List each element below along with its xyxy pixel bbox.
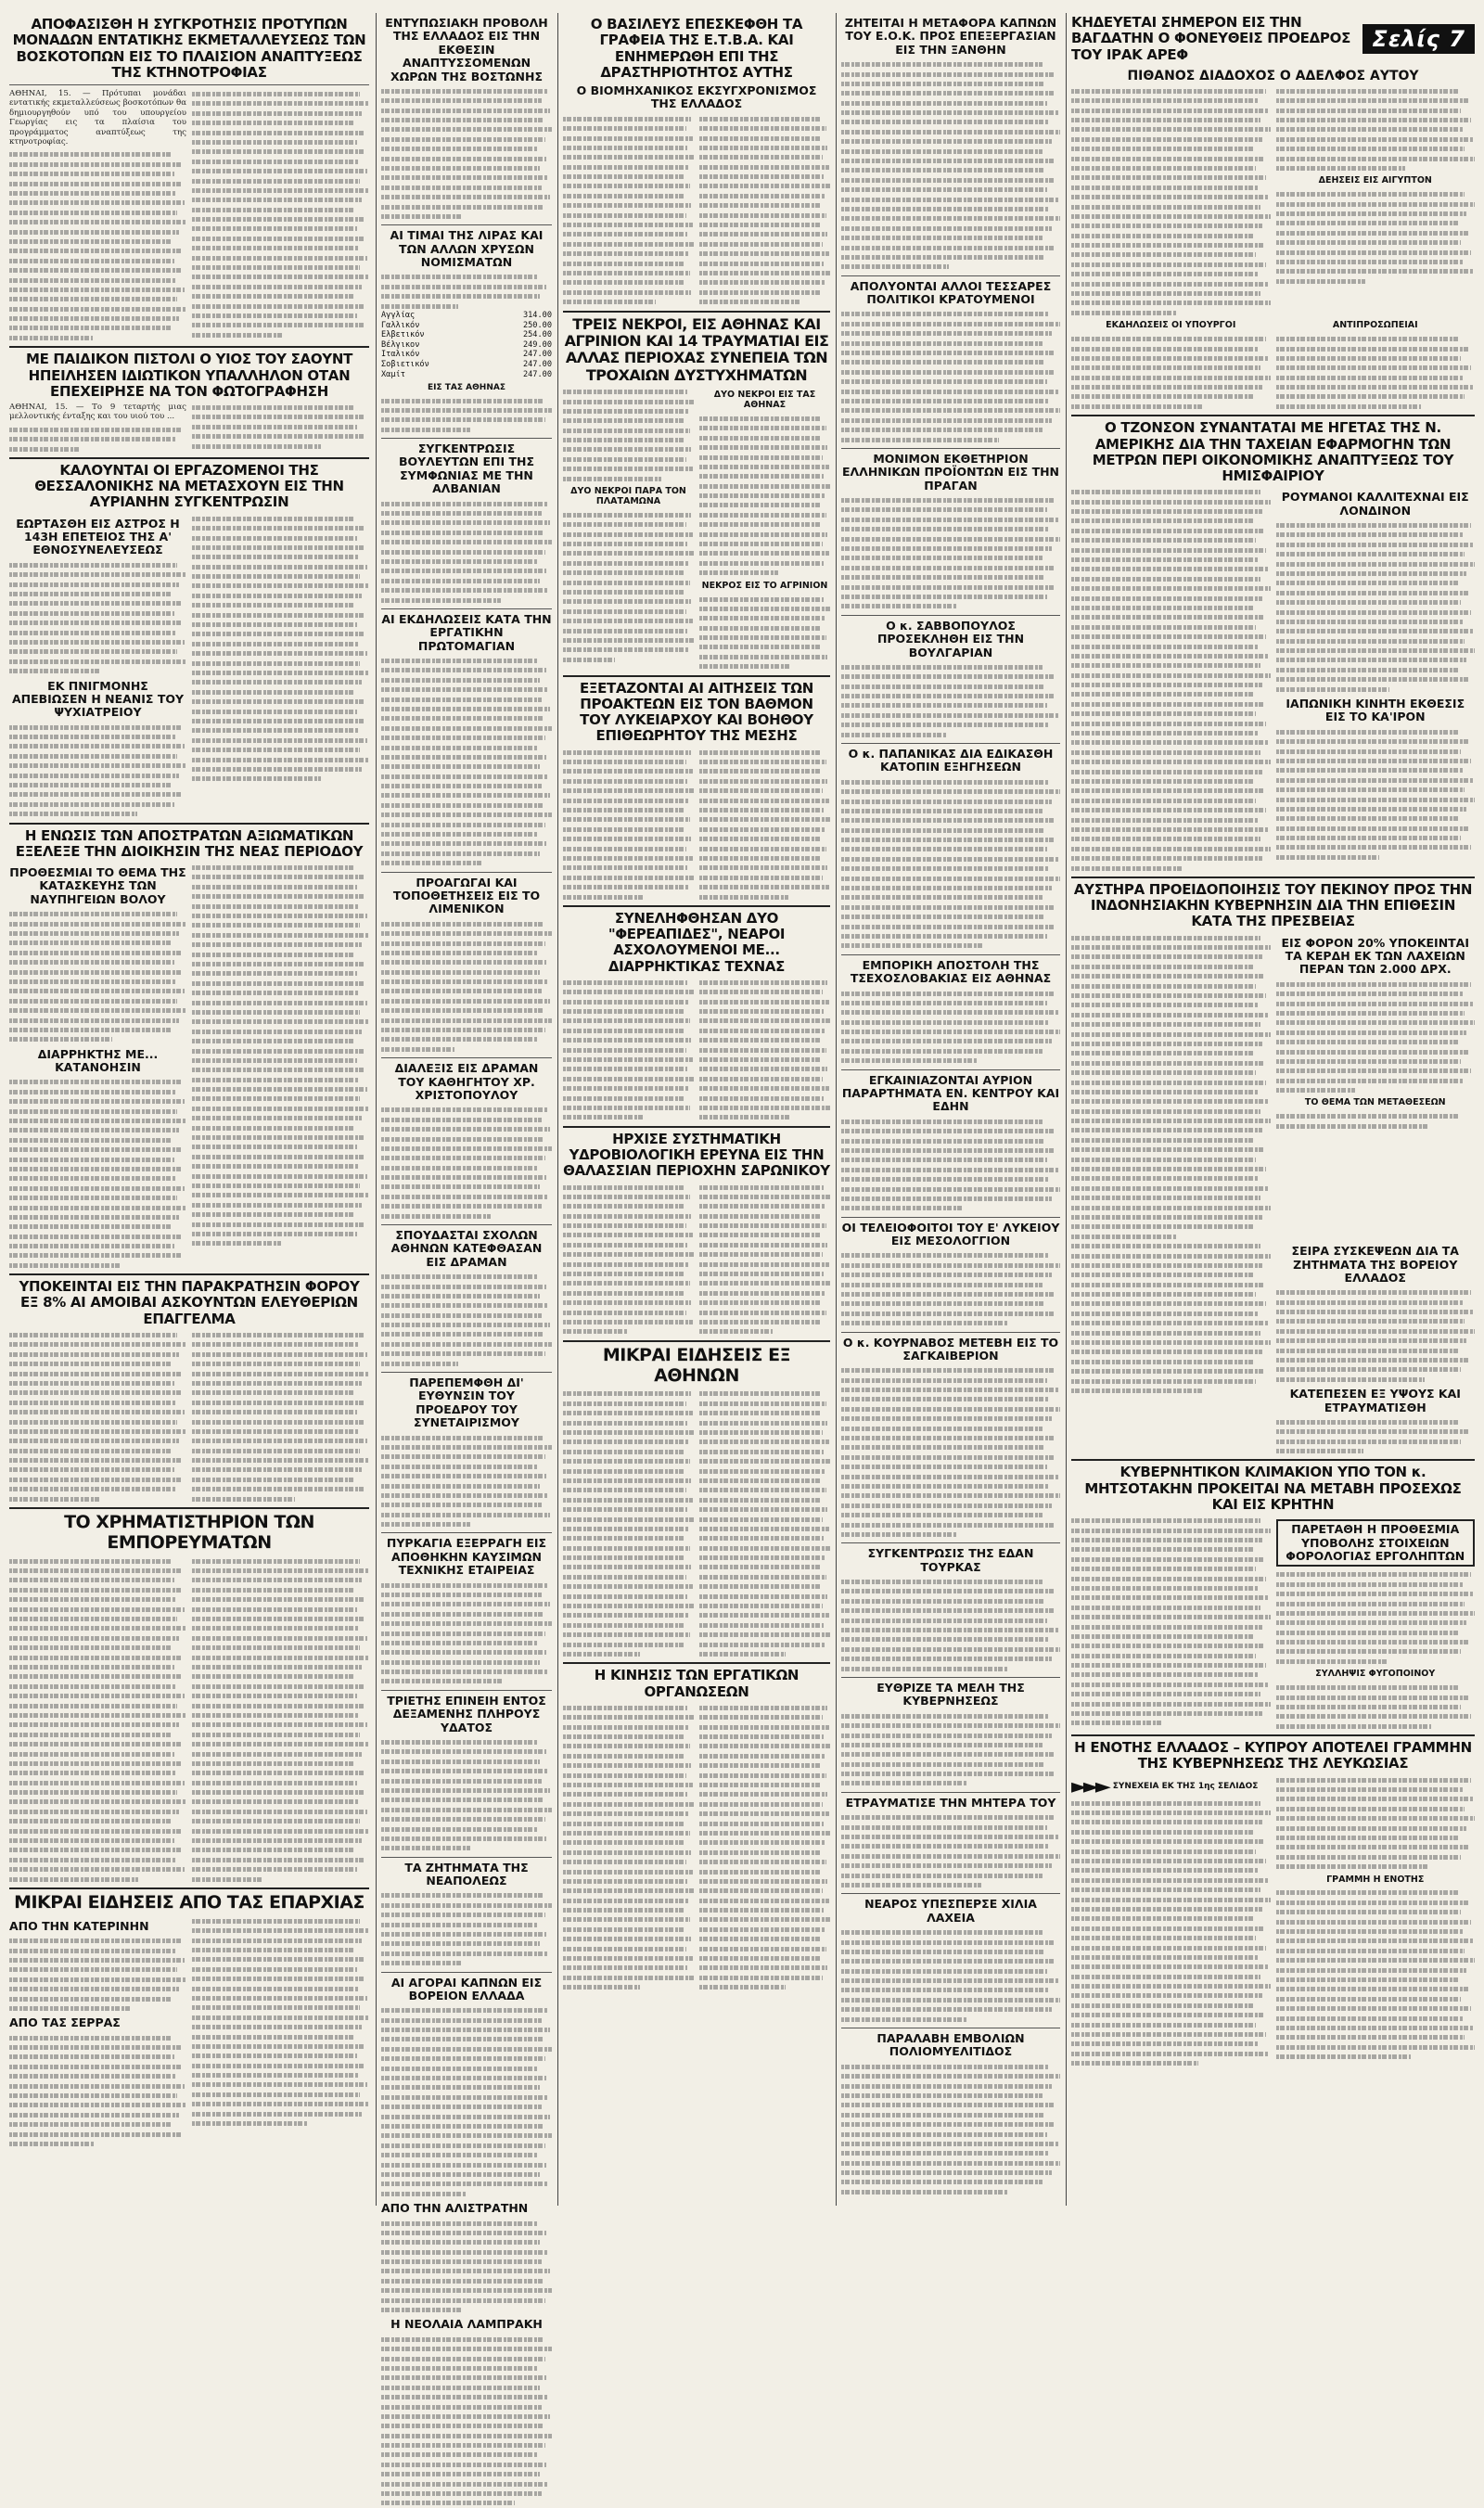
headline: ΕΝΤΥΠΩΣΙΑΚΗ ΠΡΟΒΟΛΗ ΤΗΣ ΕΛΛΑΔΟΣ ΕΙΣ ΤΗΝ ΕΚΘΕΣΙΝ ΑΝΑΠΤΥΣΣΟΜΕΝΩΝ ΧΩΡΩΝ ΤΗΣ ΒΟΣΤΩΝΗΣ	[385, 16, 548, 83]
article-body	[563, 510, 694, 664]
headline: ΙΑΠΩΝΙΚΗ ΚΙΝΗΤΗ ΕΚΘΕΣΙΣ ΕΙΣ ΤΟ ΚΑ'ΙΡΟΝ	[1286, 697, 1465, 724]
headline: ΑΙ ΤΙΜΑΙ ΤΗΣ ΛΙΡΑΣ ΚΑΙ ΤΩΝ ΑΛΛΩΝ ΧΡΥΣΩΝ ΝΟΜΙΣΜΑΤΩΝ	[390, 228, 544, 270]
article-body	[699, 978, 830, 1122]
article-body	[381, 499, 552, 605]
article-body	[699, 1703, 830, 1992]
headline: ΥΠΟΚΕΙΝΤΑΙ ΕΙΣ ΤΗΝ ΠΑΡΑΚΡΑΤΗΣΙΝ ΦΟΡΟΥ ΕΞ 8% ΑΙ ΑΜΟΙΒΑΙ ΑΣΚΟΥΝΤΩΝ ΕΛΕΥΘΕΡΙΩΝ ΕΠΑΓΓΕΛΜΑ	[19, 1278, 360, 1327]
article-body	[841, 989, 1060, 1066]
column-2	[381, 13, 552, 2332]
headline: Η ΝΕΟΛΑΙΑ ΛΑΜΠΡΑΚΗ	[390, 2317, 543, 2332]
article-body	[1276, 1775, 1476, 1872]
subheadline: ΠΙΘΑΝΟΣ ΔΙΑΔΟΧΟΣ Ο ΑΔΕΛΦΟΣ ΑΥΤΟΥ	[1127, 68, 1419, 83]
article-body	[563, 978, 694, 1122]
article-body	[9, 560, 186, 676]
article-body	[1071, 1798, 1271, 2068]
subheadline: ΕΚΔΗΛΩΣΕΙΣ ΟΙ ΥΠΟΥΡΓΟΙ	[1106, 320, 1236, 331]
headline: ΣΠΟΥΔΑΣΤΑΙ ΣΧΟΛΩΝ ΑΘΗΝΩΝ ΚΑΤΕΦΘΑΣΑΝ ΕΙΣ ΔΡΑΜΑΝ	[390, 1228, 543, 1269]
headline: ΣΕΙΡΑ ΣΥΣΚΕΨΕΩΝ ΔΙΑ ΤΑ ΖΗΤΗΜΑΤΑ ΤΗΣ ΒΟΡΕΙΟΥ ΕΛΛΑΔΟΣ	[1291, 1244, 1459, 1285]
headline: ΜΟΝΙΜΟΝ ΕΚΘΕΤΗΡΙΟΝ ΕΛΛΗΝΙΚΩΝ ΠΡΟΪΟΝΤΩΝ ΕΙΣ ΤΗΝ ΠΡΑΓΑΝ	[841, 451, 1060, 493]
headline: Η ΕΝΩΣΙΣ ΤΩΝ ΑΠΟΣΤΡΑΤΩΝ ΑΞΙΩΜΑΤΙΚΩΝ ΕΞΕΛΕΞΕ ΤΗΝ ΔΙΟΙΚΗΣΙΝ ΤΗΣ ΝΕΑΣ ΠΕΡΙΟΔΟΥ	[15, 826, 364, 860]
article-body	[381, 919, 552, 1054]
article-body	[841, 2062, 1060, 2196]
article-body	[381, 1433, 552, 1529]
price-row: Αγγλίας 314.00	[381, 311, 552, 321]
article-body	[9, 1330, 186, 1504]
headline: ΠΡΟΘΕΣΜΙΑΙ ΤΟ ΘΕΜΑ ΤΗΣ ΚΑΤΑΣΚΕΥΗΣ ΤΩΝ ΝΑΥΠΗΓΕΙΩΝ ΒΟΛΟΥ	[9, 865, 186, 906]
article-body	[699, 414, 830, 578]
headline: ΤΡΕΙΣ ΝΕΚΡΟΙ, ΕΙΣ ΑΘΗΝΑΣ ΚΑΙ ΑΓΡΙΝΙΟΝ ΚΑΙ 14 ΤΡΑΥΜΑΤΙΑΙ ΕΙΣ ΑΛΛΑΣ ΠΕΡΙΟΧΑΣ ΣΥΝΕΠΕΙΑ ΤΩΝ ΤΡΟΧΑΙΩΝ ΔΥΣΤΥΧΗΜΑΤΩΝ	[564, 314, 829, 384]
headline: ΖΗΤΕΙΤΑΙ Η ΜΕΤΑΦΟΡΑ ΚΑΠΝΩΝ ΤΟΥ Ε.Ο.Κ. ΠΡΟΣ ΕΠΕΞΕΡΓΑΣΙΑΝ ΕΙΣ ΤΗΝ ΞΑΝΘΗΝ	[844, 16, 1057, 57]
headline: ΕΥΘΡΙΖΕ ΤΑ ΜΕΛΗ ΤΗΣ ΚΥΒΕΡΝΗΣΕΩΣ	[876, 1681, 1025, 1708]
price-row: Ελβετικόν 254.00	[381, 330, 552, 340]
boxed-headline: ΠΑΡΕΤΑΘΗ Η ΠΡΟΘΕΣΜΙΑ ΥΠΟΒΟΛΗΣ ΣΤΟΙΧΕΙΩΝ ΦΟΡΟΛΟΓΙΑΣ ΕΡΓΟΛΗΠΤΩΝ	[1276, 1519, 1476, 1567]
article-body	[192, 1916, 369, 2129]
article-body	[381, 1890, 552, 1967]
article-body	[381, 1272, 552, 1368]
subheadline: ΑΠΟ ΤΑΣ ΣΕΡΡΑΣ	[9, 2015, 121, 2030]
article-body	[381, 1105, 552, 1221]
headline: ΑΠΟΦΑΣΙΣΘΗ Η ΣΥΓΚΡΟΤΗΣΙΣ ΠΡΟΤΥΠΩΝ ΜΟΝΑΔΩΝ ΕΝΤΑΤΙΚΗΣ ΕΚΜΕΤΑΛΛΕΥΣΕΩΣ ΤΩΝ ΒΟΣΚΟΤΟΠΩΝ ΕΙΣ ΤΟ ΠΛΑΙΣΙΟΝ ΑΝΑΠΤΥΞΕΩΣ ΤΗΣ ΚΤΗΝΟΤΡΟΦΙΑΣ	[12, 16, 366, 81]
article-body	[9, 1936, 186, 2013]
headline: Ο κ. ΚΟΥΡΝΑΒΟΣ ΜΕΤΕΒΗ ΕΙΣ ΤΟ ΣΑΓΚΑΙΒΕΡΙΟΝ	[842, 1335, 1059, 1363]
article-body	[381, 86, 552, 221]
headline: ΔΙΑΡΡΗΚΤΗΣ ΜΕ... ΚΑΤΑΝΟΗΣΙΝ	[37, 1046, 159, 1075]
article-body	[1276, 189, 1476, 286]
headline: ΣΥΓΚΕΝΤΡΩΣΙΣ ΤΗΣ ΕΔΑΝ ΤΟΥΡΚΑΣ	[867, 1546, 1034, 1574]
headline: ΕΤΡΑΥΜΑΤΙΣΕ ΤΗΝ ΜΗΤΕΡΑ ΤΟΥ	[845, 1795, 1056, 1810]
article-body	[1276, 1111, 1476, 1131]
price-row: Γαλλικόν 250.00	[381, 320, 552, 330]
article-body	[1071, 487, 1271, 873]
article-body	[381, 272, 552, 311]
headline: ΤΟ ΧΡΗΜΑΤΙΣΤΗΡΙΟΝ ΤΩΝ ΕΜΠΟΡΕΥΜΑΤΩΝ	[64, 1512, 314, 1553]
headline: ΚΗΔΕΥΕΤΑΙ ΣΗΜΕΡΟΝ ΕΙΣ ΤΗΝ ΒΑΓΔΑΤΗΝ Ο ΦΟΝΕΥΘΕΙΣ ΠΡΟΕΔΡΟΣ ΤΟΥ ΙΡΑΚ ΑΡΕΦ	[1071, 14, 1351, 63]
price-row: Ιταλικόν 247.00	[381, 350, 552, 360]
headline: ΤΡΙΕΤΗΣ ΕΠΙΝΕΙΗ ΕΝΤΟΣ ΔΕΞΑΜΕΝΗΣ ΠΛΗΡΟΥΣ ΥΔΑΤΟΣ	[387, 1693, 546, 1734]
article-body	[381, 2005, 552, 2198]
headline: ΚΑΛΟΥΝΤΑΙ ΟΙ ΕΡΓΑΖΟΜΕΝΟΙ ΤΗΣ ΘΕΣΣΑΛΟΝΙΚΗΣ ΝΑ ΜΕΤΑΣΧΟΥΝ ΕΙΣ ΤΗΝ ΑΥΡΙΑΝΗΝ ΣΥΓΚΕΝΤΡΩΣΙΝ	[34, 461, 344, 511]
continuation-arrows-icon: ►►►	[1071, 1774, 1107, 1798]
headline: Ο κ. ΠΑΠΑΝΙΚΑΣ ΔΙΑ ΕΔΙΚΑΣΘΗ ΚΑΤΟΠΙΝ ΕΞΗΓΗΣΕΩΝ	[848, 747, 1054, 774]
article-body	[381, 656, 552, 868]
column-3	[563, 13, 830, 2206]
article-body	[699, 748, 830, 902]
article-lead: ΑΘΗΝΑΙ, 15. — Το 9 τεταρτής μιας μελλοντικής ένταξης και του υιού του ...	[9, 403, 186, 422]
article-body	[192, 863, 369, 1248]
headline: ΠΑΡΑΛΑΒΗ ΕΜΒΟΛΙΩΝ ΠΟΛΙΟΜΥΕΛΙΤΙΔΟΣ	[876, 2031, 1025, 2059]
column-rule	[836, 13, 837, 2206]
subheadline: ΑΠΟ ΤΗΝ ΚΑΤΕΡΙΝΗΝ	[9, 1918, 149, 1933]
column-5	[1071, 13, 1475, 2206]
article-body	[841, 1577, 1060, 1673]
article-body	[9, 723, 186, 819]
subheadline: ΣΥΛΛΗΨΙΣ ΦΥΓΟΠΟΙΝΟΥ	[1315, 1669, 1436, 1680]
headline: ΑΙ ΕΚΔΗΛΩΣΕΙΣ ΚΑΤΑ ΤΗΝ ΕΡΓΑΤΙΚΗΝ ΠΡΩΤΟΜΑΓΙΑΝ	[381, 611, 552, 653]
article-body	[841, 309, 1060, 443]
headline: ΜΙΚΡΑΙ ΕΙΔΗΣΕΙΣ ΑΠΟ ΤΑΣ ΕΠΑΡΧΙΑΣ	[14, 1891, 365, 1913]
article-body	[699, 1388, 830, 1658]
headline: ΣΥΓΚΕΝΤΡΩΣΙΣ ΒΟΥΛΕΥΤΩΝ ΕΠΙ ΤΗΣ ΣΥΜΦΩΝΙΑΣ ΜΕ ΤΗΝ ΑΛΒΑΝΙΑΝ	[399, 441, 534, 496]
article-body	[563, 1183, 694, 1337]
article-body	[1276, 1287, 1476, 1384]
article-body	[1276, 334, 1476, 411]
subheadline: ΓΡΑΜΜΗ Η ΕΝΟΤΗΣ	[1326, 1874, 1425, 1885]
subheadline: ΔΕΗΣΕΙΣ ΕΙΣ ΑΙΓΥΠΤΟΝ	[1318, 175, 1432, 186]
headline: ΤΑ ΖΗΤΗΜΑΤΑ ΤΗΣ ΝΕΑΠΟΛΕΩΣ	[404, 1860, 529, 1888]
headline: ΝΕΑΡΟΣ ΥΠΕΣΠΕΡΣΕ ΧΙΛΙΑ ΛΑΧΕΙΑ	[864, 1897, 1037, 1925]
article-body	[381, 2219, 552, 2315]
headline: ΠΥΡΚΑΓΙΑ ΕΞΕΡΡΑΓΗ ΕΙΣ ΑΠΟΘΗΚΗΝ ΚΑΥΣΙΜΩΝ ΤΕΧΝΙΚΗΣ ΕΤΑΙΡΕΙΑΣ	[386, 1536, 547, 1578]
headline: ΠΑΡΕΠΕΜΦΘΗ ΔΙ' ΕΥΘΥΝΣΙΝ ΤΟΥ ΠΡΟΕΔΡΟΥ ΤΟΥ ΣΥΝΕΤΑΙΡΙΣΜΟΥ	[409, 1376, 524, 1430]
article-body	[563, 387, 694, 483]
article-lead: ΑΘΗΝΑΙ, 15. — Πρότυπαι μονάδαι εντατικής εκμεταλλεύσεως βοσκοτόπων θα δημιουργηθούν υπό του υπουργείου Γεωργίας εις τα πλαίσια του προγράμματος αναπτύξεως της κτηνοτροφίας.	[9, 89, 186, 147]
article-body	[699, 1183, 830, 1337]
article-body	[841, 1812, 1060, 1889]
headline: ΑΠΟΛΥΟΝΤΑΙ ΑΛΛΟΙ ΤΕΣΣΑΡΕΣ ΠΟΛΙΤΙΚΟΙ ΚΡΑΤΟΥΜΕΝΟΙ	[850, 278, 1052, 307]
gold-price-list	[381, 311, 552, 379]
subheadline: ΔΥΟ ΝΕΚΡΟΙ ΠΑΡΑ ΤΟΝ ΠΛΑΤΑΜΩΝΑ	[570, 486, 686, 506]
article-body	[699, 114, 830, 307]
article-body	[9, 425, 186, 454]
column-rule	[1066, 13, 1067, 2206]
continuation-note: ΣΥΝΕΧΕΙΑ ΕΚ ΤΗΣ 1ης ΣΕΛΙΔΟΣ	[1112, 1781, 1259, 1791]
article-body	[1276, 979, 1476, 1095]
article-body	[192, 403, 369, 451]
article-body	[192, 514, 369, 784]
article-body	[192, 89, 369, 339]
article-body	[841, 662, 1060, 739]
headline: ΜΙΚΡΑΙ ΕΙΔΗΣΕΙΣ ΕΞ ΑΘΗΝΩΝ	[602, 1344, 791, 1386]
article-body	[1071, 1516, 1271, 1728]
article-body	[841, 1365, 1060, 1539]
article-body	[563, 114, 694, 307]
article-body	[1276, 86, 1476, 173]
headline: ΕΞΕΤΑΖΟΝΤΑΙ ΑΙ ΑΙΤΗΣΕΙΣ ΤΩΝ ΠΡΟΑΚΤΕΩΝ ΕΙΣ ΤΟΝ ΒΑΘΜΟΝ ΤΟΥ ΛΥΚΕΙΑΡΧΟΥ ΚΑΙ ΒΟΗΘΟΥ ΕΠΙΘΕΩΡΗΤΟΥ ΤΗΣ ΜΕΣΗΣ	[579, 679, 813, 745]
subheadline: ΕΙΣ ΤΑΣ ΑΘΗΝΑΣ	[428, 383, 505, 393]
article-body	[563, 748, 694, 902]
headline: Ο ΤΖΟΝΣΟΝ ΣΥΝΑΝΤΑΤΑΙ ΜΕ ΗΓΕΤΑΣ ΤΗΣ Ν. ΑΜΕΡΙΚΗΣ ΔΙΑ ΤΗΝ ΤΑΧΕΙΑΝ ΕΦΑΡΜΟΓΗΝ ΤΩΝ ΜΕΤΡΩΝ ΠΕΡΙ ΟΙΚΟΝΟΜΙΚΗΣ ΑΝΑΠΤΥΞΕΩΣ ΤΟΥ ΗΜΙΣΦΑΙΡΙΟΥ	[1092, 419, 1454, 485]
article-body	[1071, 334, 1271, 411]
column-1	[9, 13, 369, 2206]
article-body	[563, 1703, 694, 1992]
headline: ΕΜΠΟΡΙΚΗ ΑΠΟΣΤΟΛΗ ΤΗΣ ΤΣΕΧΟΣΛΟΒΑΚΙΑΣ ΕΙΣ ΑΘΗΝΑΣ	[850, 957, 1052, 986]
headline: Η ΕΝΟΤΗΣ ΕΛΛΑΔΟΣ – ΚΥΠΡΟΥ ΑΠΟΤΕΛΕΙ ΓΡΑΜΜΗΝ ΤΗΣ ΚΥΒΕΡΝΗΣΕΩΣ ΤΗΣ ΛΕΥΚΩΣΙΑΣ	[1074, 1739, 1472, 1772]
article-body	[841, 1927, 1060, 2024]
article-body	[381, 1737, 552, 1853]
subheadline: ΤΟ ΘΕΜΑ ΤΩΝ ΜΕΤΑΘΕΣΕΩΝ	[1304, 1097, 1446, 1108]
headline: ΡΟΥΜΑΝΟΙ ΚΑΛΛΙΤΕΧΝΑΙ ΕΙΣ ΛΟΝΔΙΝΟΝ	[1281, 490, 1469, 518]
article-body	[9, 149, 186, 342]
headline: Ο ΒΑΣΙΛΕΥΣ ΕΠΕΣΚΕΦΘΗ ΤΑ ΓΡΑΦΕΙΑ ΤΗΣ Ε.Τ.Β.Α. ΚΑΙ ΕΝΗΜΕΡΩΘΗ ΕΠΙ ΤΗΣ ΔΡΑΣΤΗΡΙΟΤΗΤΟΣ ΑΥΤΗΣ	[590, 16, 803, 81]
article-body	[841, 1711, 1060, 1788]
article-body	[1071, 86, 1271, 317]
article-body	[381, 396, 552, 435]
article-body	[1276, 1417, 1476, 1456]
article-body	[1276, 1683, 1476, 1731]
price-row: Βέλγικον 249.00	[381, 339, 552, 350]
article-body	[563, 1388, 694, 1658]
article-body	[841, 1117, 1060, 1213]
headline: ΠΡΟΑΓΩΓΑΙ ΚΑΙ ΤΟΠΟΘΕΤΗΣΕΙΣ ΕΙΣ ΤΟ ΛΙΜΕΝΙΚΟΝ	[392, 875, 541, 916]
article-body	[699, 595, 830, 672]
headline: ΚΥΒΕΡΝΗΤΙΚΟΝ ΚΛΙΜΑΚΙΟΝ ΥΠΟ ΤΟΝ κ. ΜΗΤΣΟΤΑΚΗΝ ΠΡΟΚΕΙΤΑΙ ΝΑ ΜΕΤΑΒΗ ΠΡΟΣΕΧΩΣ ΚΑΙ ΕΙΣ ΚΡΗΤΗΝ	[1084, 1464, 1462, 1513]
subheadline: Ο ΒΙΟΜΗΧΑΝΙΚΟΣ ΕΚΣΥΓΧΡΟΝΙΣΜΟΣ ΤΗΣ ΕΛΛΑΔΟΣ	[576, 83, 817, 111]
article-body	[1276, 520, 1476, 694]
article-body	[9, 909, 186, 1043]
article-body	[9, 2033, 186, 2149]
article-body	[841, 1250, 1060, 1327]
headline: Η ΚΙΝΗΣΙΣ ΤΩΝ ΕΡΓΑΤΙΚΩΝ ΟΡΓΑΝΩΣΕΩΝ	[594, 1667, 800, 1700]
article-body	[192, 1556, 369, 1884]
article-body	[1276, 1887, 1476, 2061]
article-body	[1276, 1569, 1476, 1666]
headline: Ο κ. ΣΑΒΒΟΠΟΥΛΟΣ ΠΡΟΣΕΚΛΗΘΗ ΕΙΣ ΤΗΝ ΒΟΥΛΓΑΡΙΑΝ	[876, 618, 1025, 659]
headline: ΕΓΚΑΙΝΙΑΖΟΝΤΑΙ ΑΥΡΙΟΝ ΠΑΡΑΡΤΗΜΑΤΑ ΕΝ. ΚΕΝΤΡΟΥ ΚΑΙ ΕΔΗΝ	[841, 1072, 1060, 1114]
article-body	[9, 1077, 186, 1270]
headline: ΑΙ ΑΓΟΡΑΙ ΚΑΠΝΩΝ ΕΙΣ ΒΟΡΕΙΟΝ ΕΛΛΑΔΑ	[390, 1975, 543, 2003]
subheadline: ΑΠΟ ΤΗΝ ΑΛΙΣΤΡΑΤΗΝ	[381, 2201, 529, 2216]
headline: ΔΙΑΛΕΞΙΣ ΕΙΣ ΔΡΑΜΑΝ ΤΟΥ ΚΑΘΗΓΗΤΟΥ ΧΡ. ΧΡΙΣΤΟΠΟΥΛΟΥ	[394, 1061, 539, 1102]
article-body	[1276, 727, 1476, 862]
price-row: Χαμίτ 247.00	[381, 369, 552, 379]
article-body	[841, 59, 1060, 272]
headline: ΣΥΝΕΛΗΦΘΗΣΑΝ ΔΥΟ "ΦΕΡΕΑΠΙΔΕΣ", ΝΕΑΡΟΙ ΑΣΧΟΛΟΥΜΕΝΟΙ ΜΕ... ΔΙΑΡΡΗΚΤΙΚΑΣ ΤΕΧΝΑΣ	[608, 909, 786, 975]
article-body	[192, 1330, 369, 1504]
headline: ΕΩΡΤΑΣΘΗ ΕΙΣ ΑΣΤΡΟΣ Η 143Η ΕΠΕΤΕΙΟΣ ΤΗΣ Α' ΕΘΝΟΣΥΝΕΛΕΥΣΕΩΣ	[16, 516, 180, 557]
headline: ΟΙ ΤΕΛΕΙΟΦΟΙΤΟΙ ΤΟΥ Ε' ΛΥΚΕΙΟΥ ΕΙΣ ΜΕΣΟΛΟΓΓΙΟΝ	[841, 1220, 1060, 1248]
price-row: Σοβιετικόν 247.00	[381, 360, 552, 369]
column-4	[841, 13, 1060, 2206]
article-body	[1071, 933, 1271, 1242]
subheadline: ΑΝΤΙΠΡΟΣΩΠΕΙΑΙ	[1332, 320, 1418, 331]
headline: ΑΥΣΤΗΡΑ ΠΡΟΕΙΔΟΠΟΙΗΣΙΣ ΤΟΥ ΠΕΚΙΝΟΥ ΠΡΟΣ ΤΗΝ ΙΝΔΟΝΗΣΙΑΚΗΝ ΚΥΒΕΡΝΗΣΙΝ ΔΙΑ ΤΗΝ ΕΠΙΘΕΣΙΝ ΚΑΤΑ ΤΗΣ ΠΡΕΣΒΕΙΑΣ	[1073, 880, 1473, 930]
column-rule	[376, 13, 377, 2206]
page-number-logo: Σελίς 7	[1362, 24, 1475, 54]
headline: ΕΙΣ ΦΟΡΟΝ 20% ΥΠΟΚΕΙΝΤΑΙ ΤΑ ΚΕΡΔΗ ΕΚ ΤΩΝ ΛΑΧΕΙΩΝ ΠΕΡΑΝ ΤΩΝ 2.000 ΔΡΧ.	[1281, 935, 1470, 977]
article-body	[9, 1556, 186, 1884]
headline: ΚΑΤΕΠΕΣΕΝ ΕΞ ΥΨΟΥΣ ΚΑΙ ΕΤΡΑΥΜΑΤΙΣΘΗ	[1289, 1387, 1461, 1414]
subheadline: ΔΥΟ ΝΕΚΡΟΙ ΕΙΣ ΤΑΣ ΑΘΗΝΑΣ	[713, 390, 816, 411]
headline: ΜΕ ΠΑΙΔΙΚΟΝ ΠΙΣΤΟΛΙ Ο ΥΙΟΣ ΤΟΥ ΣΑΟΥΝΤ ΗΠΕΙΛΗΣΕΝ ΙΔΙΩΤΙΚΟΝ ΥΠΑΛΛΗΛΟΝ ΟΤΑΝ ΕΠΕΧΕΙΡΗΣΕ ΝΑ ΤΟΝ ΦΩΤΟΓΡΑΦΗΣΗ	[25, 351, 353, 400]
headline: ΗΡΧΙΣΕ ΣΥΣΤΗΜΑΤΙΚΗ ΥΔΡΟΒΙΟΛΟΓΙΚΗ ΕΡΕΥΝΑ ΕΙΣ ΤΗΝ ΘΑΛΑΣΣΙΑΝ ΠΕΡΙΟΧΗΝ ΣΑΡΩΝΙΚΟΥ	[563, 1130, 830, 1180]
column-rule	[557, 13, 558, 2206]
article-body	[381, 1580, 552, 1686]
subheadline: ΝΕΚΡΟΣ ΕΙΣ ΤΟ ΑΓΡΙΝΙΟΝ	[701, 580, 828, 591]
article-body	[841, 495, 1060, 611]
headline: ΕΚ ΠΝΙΓΜΟΝΗΣ ΑΠΕΒΙΩΣΕΝ Η ΝΕΑΝΙΣ ΤΟΥ ΨΥΧΙΑΤΡΕΙΟΥ	[11, 678, 185, 720]
article-body	[381, 2335, 552, 2508]
article-body	[841, 777, 1060, 951]
article-body	[1071, 1241, 1271, 1395]
